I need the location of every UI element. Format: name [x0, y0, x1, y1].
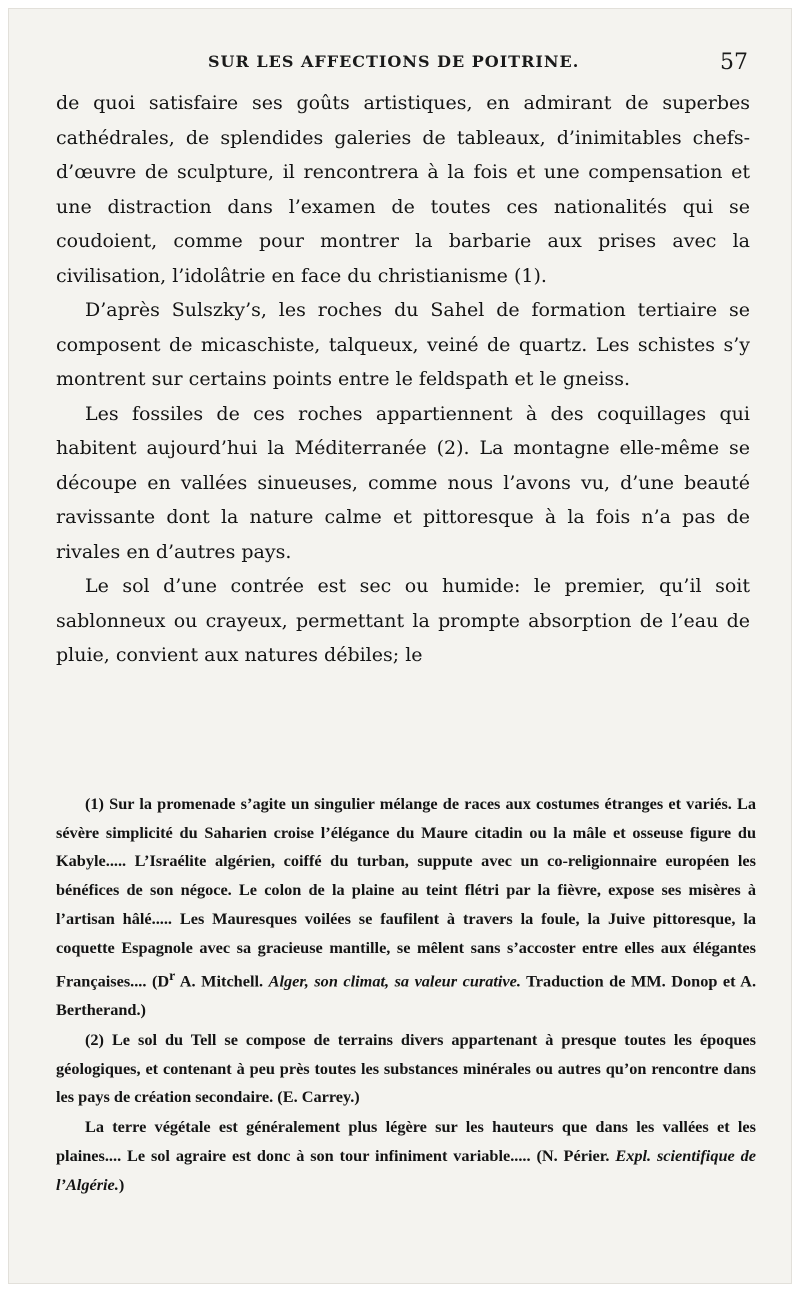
- footnote-2-continued: [56, 1113, 756, 1199]
- main-text: [56, 86, 750, 673]
- book-page: [8, 8, 792, 1284]
- page-header: [208, 50, 748, 80]
- footnote-1-text: (1) Sur la promenade s’agite un singulier mélange de races aux costumes étranges et variés. La sévère simplicité du Saharien croise l’élégance du Maure citadin ou la mâle et osseuse figure du Kabyle..... L’Israélite algérien, coiffé du turban, suppute avec un co-religionnaire européen les bénéfices de son négoce. Le colon de la plaine au teint flétri par la fièvre, expose ses misères à l’artisan hâlé..... Les Mauresques voilées se faufilent à travers la foule, la Juive pittoresque, la coquette Espagnole avec sa gracieuse mantille, se mêlent sans s’accoster entre elles aux élégantes Françaises.... (D: [56, 794, 756, 991]
- footnote-2: (2) Le sol du Tell se compose de terrains divers appartenant à presque toutes les époques géologiques, et contenant à peu près toutes les substances minérales ou autres qu’on rencontre dans les pays de création secondaire. (E. Carrey.): [56, 1030, 756, 1107]
- footnote-2b-tail: ): [118, 1174, 125, 1194]
- paragraph-fossiles: Les fossiles de ces roches appartiennent à des coquillages qui habitent aujourd’hui la Méditerranée (2). La montagne elle-même se découpe en vallées sinueuses, comme nous l’avons vu, d’une beauté ravissante dont la nature calme et pittoresque à la fois n’a pas de rivales en d’autres pays.: [56, 402, 750, 563]
- footnotes: [56, 790, 756, 1199]
- paragraph-continued: de quoi satisfaire ses goûts artistiques, en admirant de superbes cathédrales, de splendides galeries de tableaux, d’inimitables chefs-d’œuvre de sculpture, il rencontrera à la fois et une compensation et une distraction dans l’examen de toutes ces nationalités qui se coudoient, comme pour montrer la barbarie aux prises avec la civilisation, l’idolâtrie en face du christianisme (1).: [56, 92, 750, 287]
- running-title: SUR LES AFFECTIONS DE POITRINE.: [208, 52, 580, 71]
- footnote-2b-work-title: Expl. scientifique de l’Algérie.: [56, 1145, 756, 1194]
- page-number: 57: [720, 50, 748, 75]
- paragraph-sol: Le sol d’une contrée est sec ou humide: le premier, qu’il soit sablonneux ou crayeux, permettant la prompte absorption de l’eau de pluie, convient aux natures débiles; le: [56, 575, 750, 666]
- footnote-1-superscript: r: [169, 968, 176, 984]
- footnote-1-tail: Traduction de MM. Donop et A. Bertherand.): [56, 971, 757, 1020]
- footnote-1-work-title: Alger, son climat, sa valeur curative.: [268, 971, 521, 991]
- paragraph-sulszky: D’après Sulszky’s, les roches du Sahel de formation tertiaire se composent de micaschiste, talqueux, veiné de quartz. Les schistes s’y montrent sur certains points entre le feldspath et le gneiss.: [56, 299, 750, 390]
- footnote-1: [56, 790, 756, 1025]
- footnote-1-author: A. Mitchell.: [175, 971, 269, 991]
- footnote-2b-text: La terre végétale est généralement plus légère sur les hauteurs que dans les vallées et les plaines.... Le sol agraire est donc à son tour infiniment variable..... (N. Périer.: [56, 1117, 756, 1165]
